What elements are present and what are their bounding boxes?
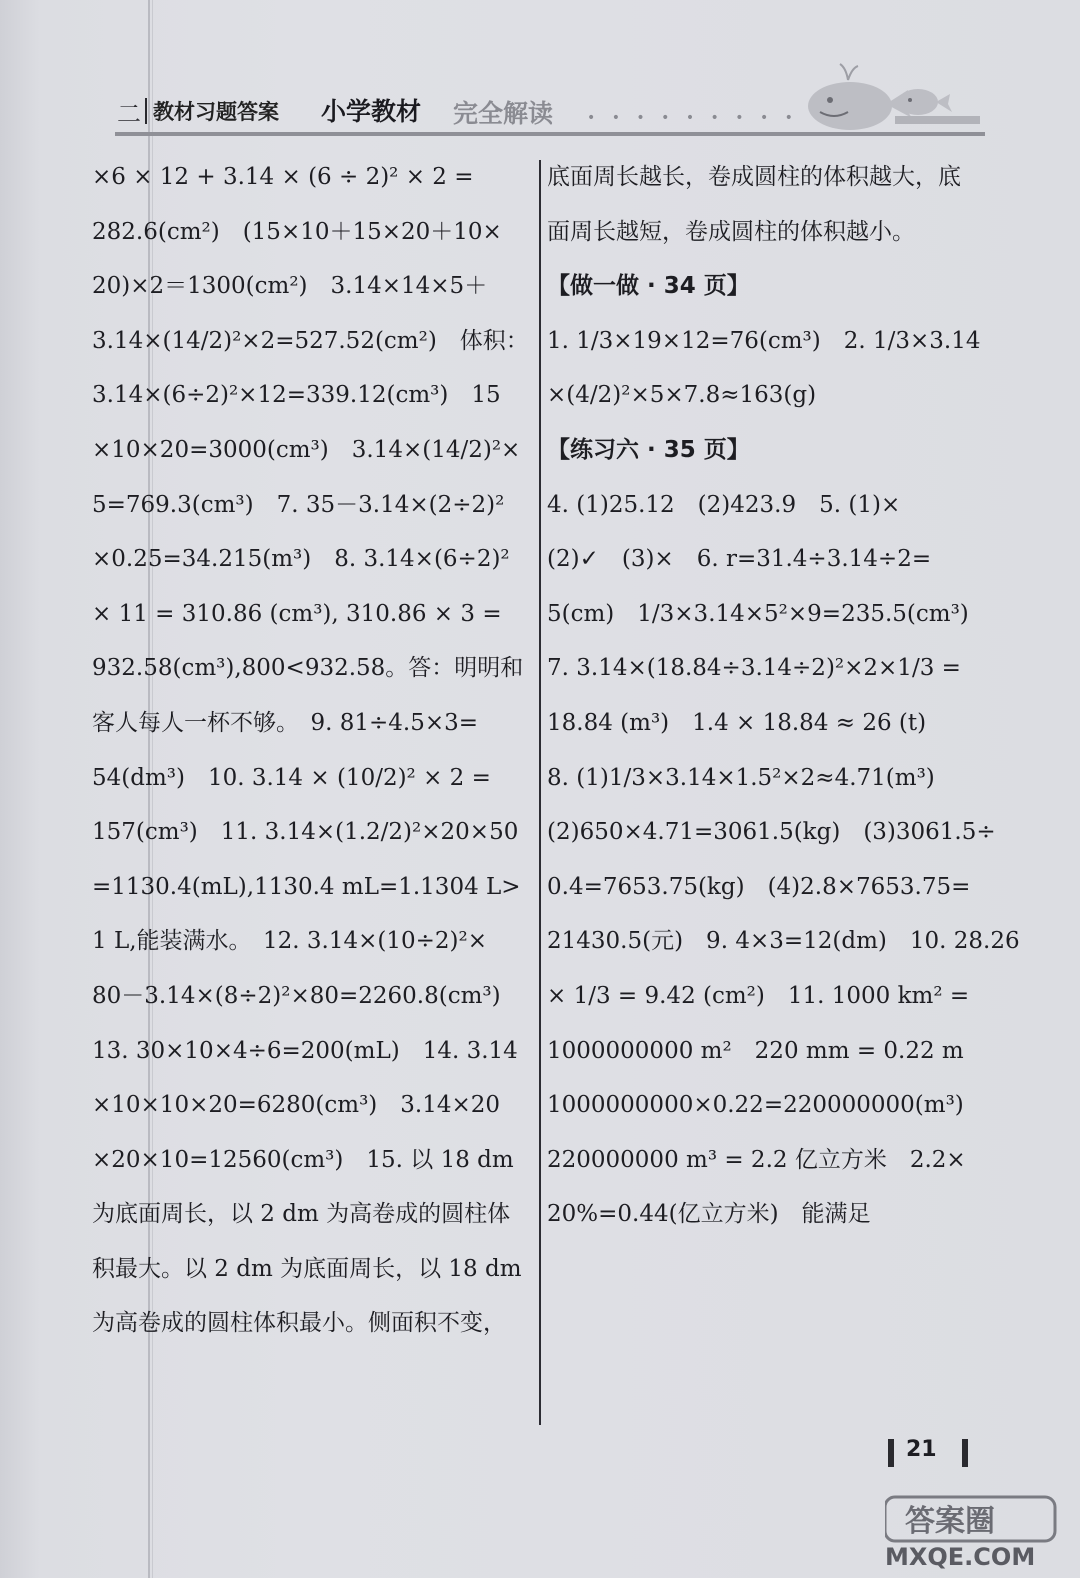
text-line: 5=769.3(cm³) 7. 35－3.14×(2÷2)² [92, 491, 505, 518]
watermark-logo-text: 答案圈 [905, 1504, 995, 1539]
section-heading: 【练习六 · 35 页】 [547, 436, 750, 463]
text-line: 80－3.14×(8÷2)²×80=2260.8(cm³) [92, 982, 501, 1009]
text-line: 282.6(cm²) (15×10＋15×20＋10× [92, 218, 502, 245]
page-number-bar-left [888, 1439, 894, 1467]
text-line: 客人每人一杯不够。 9. 81÷4.5×3= [92, 709, 479, 736]
header-mid-title: 小学教材 [321, 97, 422, 126]
text-line: × 1/3 = 9.42 (cm²) 11. 1000 km² = [547, 982, 970, 1009]
text-line: ×10×10×20=6280(cm³) 3.14×20 [92, 1092, 501, 1119]
page-number-block [888, 1437, 978, 1471]
text-line: 3.14×(6÷2)²×12=339.12(cm³) 15 [92, 382, 501, 409]
text-line: 底面周长越长，卷成圆柱的体积越大，底 [547, 164, 961, 190]
watermark-text: MXQE.COM [885, 1543, 1036, 1571]
whale-icon [800, 60, 980, 132]
left-column [92, 150, 528, 1351]
text-line: 1 L,能装满水。 12. 3.14×(10÷2)²× [92, 928, 488, 955]
section-heading: 【做一做 · 34 页】 [547, 273, 750, 300]
text-line: 1. 1/3×19×12=76(cm³) 2. 1/3×3.14 [547, 327, 981, 354]
text-line: 157(cm³) 11. 3.14×(1.2/2)²×20×50 [92, 819, 519, 846]
text-line: ×20×10=12560(cm³) 15. 以 18 dm [92, 1146, 514, 1173]
header-rule [115, 132, 985, 136]
header-left-title: 教材习题答案 [153, 100, 279, 124]
right-column [547, 150, 1020, 1242]
text-line: 5(cm) 1/3×3.14×5²×9=235.5(cm³) [547, 600, 969, 627]
header-right-title: 完全解读 [453, 99, 554, 128]
text-line: 20)×2＝1300(cm²) 3.14×14×5＋ [92, 273, 488, 300]
text-line: 13. 30×10×4÷6=200(mL) 14. 3.14 [92, 1037, 518, 1064]
text-line: 932.58(cm³),800<932.58。答：明明和 [92, 655, 524, 682]
text-line: 8. (1)1/3×3.14×1.5²×2≈4.71(m³) [547, 764, 935, 791]
text-line: 0.4=7653.75(kg) (4)2.8×7653.75= [547, 873, 971, 900]
text-line: 1000000000 m² 220 mm = 0.22 m [547, 1037, 964, 1064]
text-line: 18.84 (m³) 1.4 × 18.84 ≈ 26 (t) [547, 709, 927, 736]
text-line: 1000000000×0.22=220000000(m³) [547, 1092, 964, 1119]
header-dots: • • • • • • • • • [587, 110, 799, 126]
text-line: 220000000 m³ = 2.2 亿立方米 2.2× [547, 1146, 966, 1173]
text-line: (2)✓ (3)× 6. r=31.4÷3.14÷2= [547, 546, 932, 573]
page-number: 21 [906, 1437, 937, 1462]
text-line: ×0.25=34.215(m³) 8. 3.14×(6÷2)² [92, 546, 510, 573]
header-separator [145, 98, 147, 124]
text-line: ×6 × 12 + 3.14 × (6 ÷ 2)² × 2 = [92, 164, 474, 190]
text-line: 面周长越短，卷成圆柱的体积越小。 [547, 218, 915, 245]
watermark-logo [885, 1495, 1075, 1575]
text-line: 21430.5(元) 9. 4×3=12(dm) 10. 28.26 [547, 928, 1020, 955]
text-line: × 11 = 310.86 (cm³), 310.86 × 3 = [92, 600, 502, 627]
text-line: 4. (1)25.12 (2)423.9 5. (1)× [547, 491, 901, 518]
text-line: 为底面周长，以 2 dm 为高卷成的圆柱体 [92, 1201, 511, 1228]
page-number-bar-right [962, 1439, 968, 1467]
text-line: 7. 3.14×(18.84÷3.14÷2)²×2×1/3 = [547, 655, 961, 682]
text-line: (2)650×4.71=3061.5(kg) (3)3061.5÷ [547, 819, 996, 846]
text-line: ×10×20=3000(cm³) 3.14×(14/2)²× [92, 436, 521, 463]
text-line: ×(4/2)²×5×7.8≈163(g) [547, 382, 817, 409]
text-line: 3.14×(14/2)²×2=527.52(cm²) 体积： [92, 327, 529, 354]
text-line: 为高卷成的圆柱体积最小。侧面积不变， [92, 1310, 506, 1337]
text-line: 20%=0.44(亿立方米) 能满足 [547, 1201, 871, 1228]
text-line: =1130.4(mL),1130.4 mL=1.1304 L> [92, 873, 521, 900]
section-number: 二 [117, 100, 141, 128]
watermark-icon [885, 1495, 1065, 1545]
text-line: 54(dm³) 10. 3.14 × (10/2)² × 2 = [92, 764, 491, 791]
text-line: 积最大。以 2 dm 为底面周长，以 18 dm [92, 1255, 522, 1282]
column-divider [539, 160, 541, 1425]
